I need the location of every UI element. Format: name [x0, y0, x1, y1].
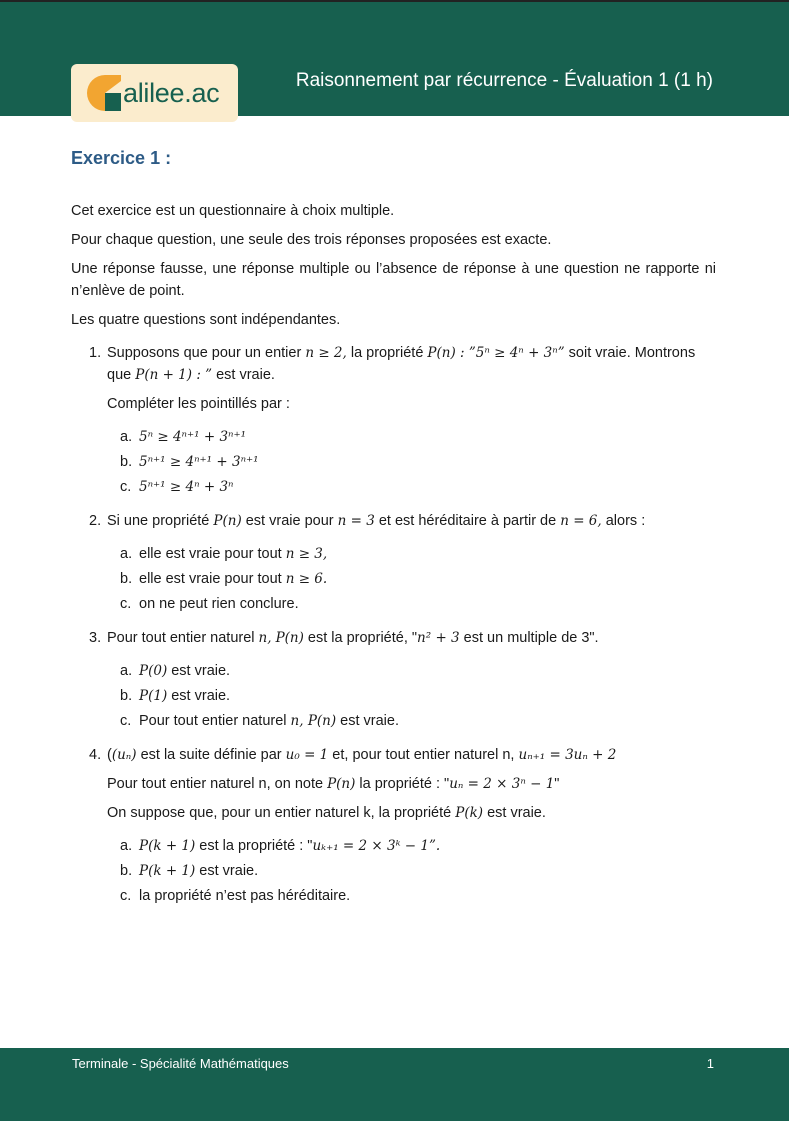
text-fragment: ( [107, 747, 112, 763]
text-fragment: elle est vraie pour tout [139, 546, 286, 562]
math-fragment: n ≥ 2, [305, 345, 347, 361]
question-list [71, 342, 716, 909]
text-fragment: Supposons que pour un entier [107, 345, 306, 361]
math-fragment: P(k + 1) [139, 838, 196, 854]
answer-option-a[interactable] [120, 425, 716, 450]
option-letter: c. [120, 888, 132, 904]
text-fragment: est vraie. [167, 663, 231, 679]
math-fragment: (uₙ) [111, 747, 137, 763]
question-statement [107, 773, 716, 795]
text-fragment: est vraie. [212, 367, 275, 383]
intro-paragraph: Une réponse fausse, une réponse multiple ou l’absence de réponse à une question ne rapporte ni n’enlève de point. [71, 261, 716, 299]
math-fragment: P(n + 1) : ” [135, 367, 213, 383]
text-fragment: Pour tout entier naturel [107, 630, 259, 646]
text-fragment: on ne peut rien conclure. [139, 596, 299, 612]
option-letter: c. [120, 713, 132, 729]
answer-options [107, 659, 716, 734]
intro-paragraph: Pour chaque question, une seule des trois réponses proposées est exacte. [71, 232, 552, 248]
answer-options [107, 834, 716, 909]
answer-options [107, 542, 716, 617]
math-fragment: P(n) [327, 776, 356, 792]
page-footer [0, 1048, 789, 1121]
question-number: 2. [89, 513, 102, 529]
math-fragment: n² + 3 [417, 630, 460, 646]
text-fragment: est la propriété, " [303, 630, 418, 646]
option-letter: a. [120, 546, 133, 562]
text-fragment: Si une propriété [107, 513, 214, 529]
math-fragment: P(1) [139, 688, 168, 704]
math-fragment: n = 6, [560, 513, 602, 529]
exercise-title: Exercice 1 : [71, 148, 172, 168]
option-letter: b. [120, 863, 133, 879]
math-fragment: n ≥ 6. [285, 571, 328, 587]
text-fragment: et est héréditaire à partir de [374, 513, 561, 529]
footer-course-label: Terminale - Spécialité Mathématiques [72, 1056, 289, 1071]
question-3 [71, 627, 716, 734]
math-fragment: n ≥ 3, [285, 546, 328, 562]
text-fragment: est un multiple de 3". [459, 630, 599, 646]
text-fragment: Pour tout entier naturel n, on note [107, 776, 328, 792]
math-fragment: P(n) : ”5ⁿ ≥ 4ⁿ + 3ⁿ” [427, 345, 565, 361]
option-letter: c. [120, 596, 132, 612]
question-text [107, 510, 716, 532]
text-fragment: et, pour tout entier naturel n, [328, 747, 519, 763]
question-statement [107, 802, 716, 824]
answer-option-b[interactable] [120, 567, 716, 592]
option-letter: c. [120, 479, 132, 495]
logo-text: alilee.ac [123, 78, 220, 108]
main-content [71, 148, 716, 919]
question-text [107, 744, 716, 766]
math-fragment: 5ⁿ ≥ 4ⁿ⁺¹ + 3ⁿ⁺¹ [139, 429, 247, 445]
question-2 [71, 510, 716, 617]
question-instruction: Compléter les pointillés par : [107, 396, 290, 412]
text-fragment: est la suite définie par [136, 747, 286, 763]
text-fragment: soit vraie. Montrons que [107, 345, 696, 383]
option-letter: b. [120, 571, 133, 587]
question-1 [71, 342, 716, 500]
answer-option-c[interactable] [120, 709, 716, 734]
page-number: 1 [706, 1056, 714, 1071]
math-fragment: P(k + 1) [139, 863, 196, 879]
question-number: 4. [89, 747, 102, 763]
text-fragment: est vraie. [195, 863, 259, 879]
option-letter: b. [120, 688, 133, 704]
math-fragment: P(k) [455, 805, 484, 821]
math-fragment: n = 3 [337, 513, 375, 529]
math-fragment: n, P(n) [290, 713, 337, 729]
math-fragment: u₀ = 1 [285, 747, 329, 763]
math-fragment: uₖ₊₁ = 2 × 3ᵏ − 1”. [312, 838, 441, 854]
text-fragment: elle est vraie pour tout [139, 571, 286, 587]
text-fragment: " [554, 776, 560, 792]
math-fragment: 5ⁿ⁺¹ ≥ 4ⁿ⁺¹ + 3ⁿ⁺¹ [139, 454, 259, 470]
galilee-g-icon [87, 75, 121, 111]
question-text [107, 627, 716, 649]
intro-paragraph: Les quatre questions sont indépendantes. [71, 312, 341, 328]
answer-option-c[interactable] [120, 475, 716, 500]
answer-option-b[interactable] [120, 859, 716, 884]
question-number: 3. [89, 630, 102, 646]
text-fragment: est la propriété : " [195, 838, 313, 854]
math-fragment: uₙ₊₁ = 3uₙ + 2 [518, 747, 617, 763]
math-fragment: uₙ = 2 × 3ⁿ − 1 [449, 776, 555, 792]
math-fragment: 5ⁿ⁺¹ ≥ 4ⁿ + 3ⁿ [139, 479, 234, 495]
answer-option-c[interactable] [120, 884, 716, 909]
text-fragment: est vraie. [167, 688, 231, 704]
answer-option-b[interactable] [120, 450, 716, 475]
question-4 [71, 744, 716, 909]
text-fragment: On suppose que, pour un entier naturel k, la propriété [107, 805, 456, 821]
text-fragment: alors : [601, 513, 646, 529]
math-fragment: P(n) [275, 630, 304, 646]
intro-paragraph: Cet exercice est un questionnaire à choix multiple. [71, 203, 395, 219]
answer-option-c[interactable] [120, 592, 716, 617]
answer-option-a[interactable] [120, 542, 716, 567]
answer-options [107, 425, 716, 500]
text-fragment: la propriété [346, 345, 428, 361]
galilee-logo[interactable] [71, 64, 238, 122]
text-fragment: est vraie. [483, 805, 546, 821]
text-fragment: la propriété n’est pas héréditaire. [139, 888, 351, 904]
text-fragment: Pour tout entier naturel [139, 713, 291, 729]
answer-option-a[interactable] [120, 834, 716, 859]
question-number: 1. [89, 345, 102, 361]
option-letter: b. [120, 454, 133, 470]
math-fragment: n, [258, 630, 272, 646]
answer-option-b[interactable] [120, 684, 716, 709]
option-letter: a. [120, 838, 133, 854]
option-letter: a. [120, 429, 133, 445]
text-fragment: est vraie pour [241, 513, 338, 529]
math-fragment: P(0) [139, 663, 168, 679]
text-fragment: est vraie. [336, 713, 399, 729]
option-letter: a. [120, 663, 133, 679]
document-title: Raisonnement par récurrence - Évaluation 1 (1 h) [295, 70, 713, 91]
question-text [107, 342, 716, 386]
text-fragment: la propriété : " [355, 776, 450, 792]
math-fragment: P(n) [213, 513, 242, 529]
answer-option-a[interactable] [120, 659, 716, 684]
